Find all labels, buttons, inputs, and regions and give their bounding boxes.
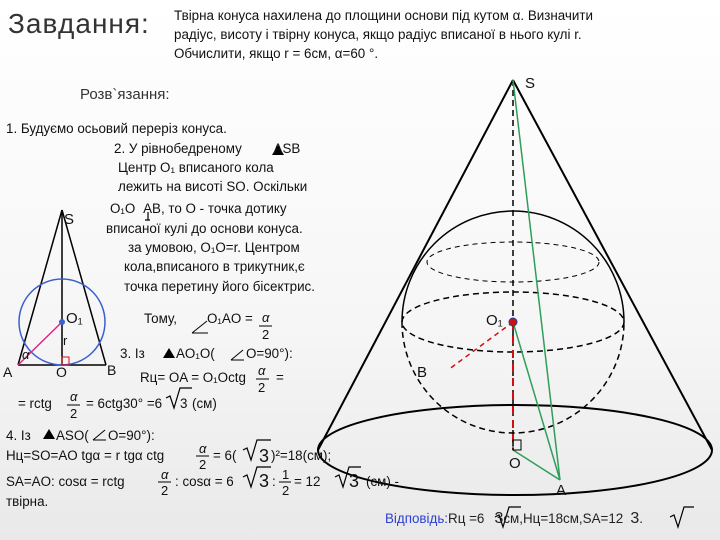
step-3b: AO₁O( [176,346,215,361]
angle-symbol-1 [192,321,208,333]
small-label-o1: O₁ [66,310,83,327]
step-2e: O₁O [110,201,136,216]
big-label-o1: O₁ [486,312,503,329]
step-4d: Hц=SO=AO tgα = r tgα ctg [6,448,165,463]
answer-line [385,510,643,528]
frac-1-num: α [262,310,270,325]
frac-4-den: 2 [199,457,207,472]
red-segment-o1b [448,322,513,370]
step-2h: за умовою, O₁O=r. Центром [128,240,300,255]
step-3f: = rctg [18,396,52,411]
small-label-b: B [107,362,117,378]
step-4-sqrt-2: 3 [259,471,270,491]
task-line-1: Твірна конуса нахилена до площини основи під кутом α. Визначити [174,8,593,23]
frac-2-num: α [258,363,266,378]
frac-3-num: α [70,389,78,404]
small-label-r: r [63,333,68,348]
step-2-line-a [114,140,300,159]
frac-6-den: 2 [282,483,290,498]
right-angle-mark [513,440,521,450]
step-3d: Rц= OA = O₁Octg [140,370,246,385]
task-line-3: Обчислити, якщо r = 6см, α=60 °. [174,46,379,61]
small-point-o1 [59,319,65,325]
step-3h: (см) [192,396,217,411]
step-4k: (см) - [366,474,399,489]
step-2a: 2. У рівнобедреному [114,141,242,156]
answer-text-3: . [639,511,643,526]
answer-text-1: Rц =6 [448,511,485,526]
green-line-sa [513,80,560,480]
frac-5-den: 2 [161,483,169,498]
page-title: Завдання: [8,8,150,39]
big-label-s: S [525,75,536,92]
step-4j: = 12 [294,474,321,489]
small-label-alpha: α [22,347,30,362]
answer-sqrt-2: 3 [630,510,640,527]
step-2f: AB, то О - точка дотику [143,201,287,216]
big-cone [318,80,712,495]
step-2d: лежить на висоті SO. Оскільки [118,179,308,194]
step-4a: 4. Із [6,428,31,443]
angle-symbol-3 [93,430,106,440]
triangle-symbol-2 [163,348,175,358]
answer-sqrt-1: 3 [494,510,504,527]
small-label-s: S [64,211,75,228]
step-2-perp-line [110,200,287,219]
sqrt-sign-6 [670,507,694,527]
task-text [174,6,593,63]
answer-text-2: см,Hц=18см,SA=12 [503,511,624,526]
cone-generatrix-left [318,80,513,450]
step-3a: 3. Із [120,346,145,361]
frac-1-den: 2 [262,327,270,342]
step-4c: O=90°): [108,428,155,443]
triangle-symbol-3 [43,429,55,439]
step-4h: : cosα = 6 [175,474,234,489]
step-2l: O₁AO = [207,311,253,326]
step-4f: )²=18(см); [271,448,332,463]
frac-3-den: 2 [70,406,78,421]
step-4e: = 6( [213,448,237,463]
sqrt-sign-1 [166,388,192,408]
small-label-o: O [56,364,67,380]
step-2g: вписаної кулі до основи конуса. [106,221,303,236]
step-4i: : [272,474,276,489]
task-line-2: радіус, висоту і твірну конуса, якщо радіус вписаної в нього кулі r. [174,27,582,42]
step-2j: точка перетину його бісектрис. [124,279,315,294]
big-label-o: O [509,455,521,472]
step-3e: = [276,370,284,385]
step-1: 1. Будуємо осьовий переріз конуса. [6,121,227,136]
step-2k: Тому, [144,311,178,326]
frac-6-num: 1 [282,467,290,482]
big-label-a: A [556,482,567,499]
answer-label: Відповідь: [385,511,449,526]
frac-4-num: α [199,441,207,456]
step-4l: твірна. [6,494,49,509]
big-label-b: B [417,364,428,381]
step-2b: ASB [273,141,301,156]
step-4g: SA=AO: cosα = rctg [6,474,125,489]
step-4-sqrt-1: 3 [259,446,270,466]
cone-generatrix-right [513,80,712,450]
solution-heading: Розв`язання: [80,86,170,103]
frac-2-den: 2 [258,380,266,395]
point-o1 [509,318,517,326]
small-label-a: A [3,364,13,380]
step-3c: O=90°): [246,346,293,361]
angle-symbol-2 [231,350,244,360]
step-4-sqrt-3: 3 [349,471,360,491]
step-2c: Центр O₁ вписаного кола [118,160,274,175]
step-3g: = 6ctg30° =6 [86,396,163,411]
step-4b: ASO( [56,428,89,443]
small-diagram [18,210,106,365]
step-3-sqrt: 3 [180,396,188,411]
step-2i: кола,вписаного в трикутник,є [124,259,305,274]
frac-5-num: α [161,467,169,482]
